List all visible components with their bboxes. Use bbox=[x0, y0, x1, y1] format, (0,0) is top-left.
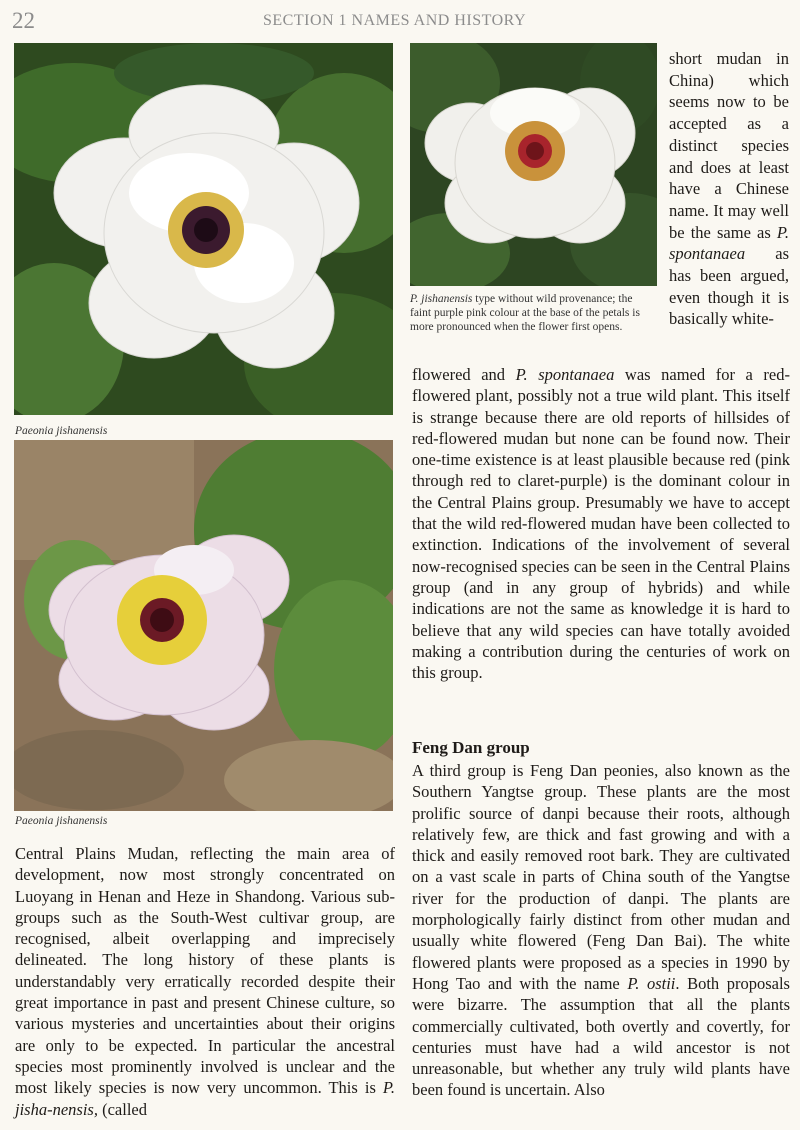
text-feng-dan-start: A third group is Feng Dan peonies, also known as the Southern Yangtse group. These plants are the most prolific source of danpi because their roots, although relatively few, are thick and fast growing and with a thick and easily removed root bark. They are cultivated on a vast scale in parts of China south of the Yangtse river for the production of danpi. The plants are morphologically fairly distinct from other mudan and usually white flowered (Feng Dan Bai). The white flowered plants were proposed as a species in 1990 by Hong Tao and with the name bbox=[412, 761, 790, 993]
running-head: SECTION 1 NAMES AND HISTORY bbox=[263, 12, 527, 29]
text-feng-dan-rest: . Both proposals were bizarre. The assumption that all the plants commercially cultivated, both overtly and covertly, for centuries must have had a wild ancestor is not unreasonable, but whether any truly wild plants have been found is uncertain. Also bbox=[412, 973, 790, 1100]
body-text-narrow-column bbox=[669, 48, 789, 330]
text-continued-rest: was named for a red-flowered plant, possibly not a true wild plant. This itself is strange because there are old reports of hillsides of red-flowered mudan but none can be found now. Their one-time existence is at least plausible because red (pink through red to claret-purple) is the dominant colour in the Central Plains group. Presumably we have to accept that the wild red-flowered mudan have been collected to extinction. Indications of the involvement of several now-recognised species can be seen in the Central Plains group (and in any group of hybrids) and while indications are not the same as knowledge it is hard to believe that any wild species can have totally avoided making a contribution during the centuries of work on this group. bbox=[412, 365, 790, 683]
text-continued-start: flowered and bbox=[412, 365, 516, 384]
caption-description: type without wild provenance; the faint purple pink colour at the base of the petals is more pronounced when the flower first opens. bbox=[410, 293, 640, 333]
photo-peony-white-top-left bbox=[14, 43, 393, 415]
photo-caption-top-left: Paeonia jishanensis bbox=[15, 425, 108, 437]
body-text-feng-dan bbox=[412, 760, 790, 1101]
caption-species-name: P. jishanensis bbox=[410, 293, 473, 305]
photo-peony-white-top-right bbox=[410, 43, 657, 286]
species-ostii: P. ostii bbox=[627, 973, 676, 993]
photo-caption-top-right bbox=[410, 292, 650, 334]
species-jishanensis: P. jisha-nensis, bbox=[15, 1078, 395, 1119]
species-spontanaea: P. spontanaea bbox=[669, 222, 789, 264]
species-spontanaea-2: P. spontanaea bbox=[515, 365, 615, 384]
text-narrow-column-end: as has been argued, even though it is basically white- bbox=[669, 244, 789, 329]
photo-caption-bottom-left: Paeonia jishanensis bbox=[15, 815, 108, 827]
page-number: 22 bbox=[12, 8, 35, 33]
text-left-column-end: (called bbox=[97, 1099, 147, 1119]
text-narrow-column: short mudan in China) which seems now to be accepted as a distinct species and does at least have a Chinese name. It may well be the same as bbox=[669, 49, 789, 242]
section-heading-feng-dan: Feng Dan group bbox=[412, 738, 530, 757]
body-text-left-column bbox=[15, 843, 395, 1120]
photo-peony-pink-bottom-left bbox=[14, 440, 393, 811]
body-text-right-continued bbox=[412, 364, 790, 683]
text-left-column-start: Central Plains Mudan, reflecting the main area of development, now most strongly concentrated on Luoyang in Henan and Heze in Shandong. Various sub-groups such as the South-West cultivar group, are recognised, albeit overlapping and imprecisely delineated. The long history of these plants is understandably very erratically recorded despite their great importance in past and present Chinese culture, so various mysteries and uncertainties about their origins are only to be expected. In particular the ancestral species most prominently involved is unclear and the most likely species is now very uncommon. This is bbox=[15, 844, 395, 1098]
